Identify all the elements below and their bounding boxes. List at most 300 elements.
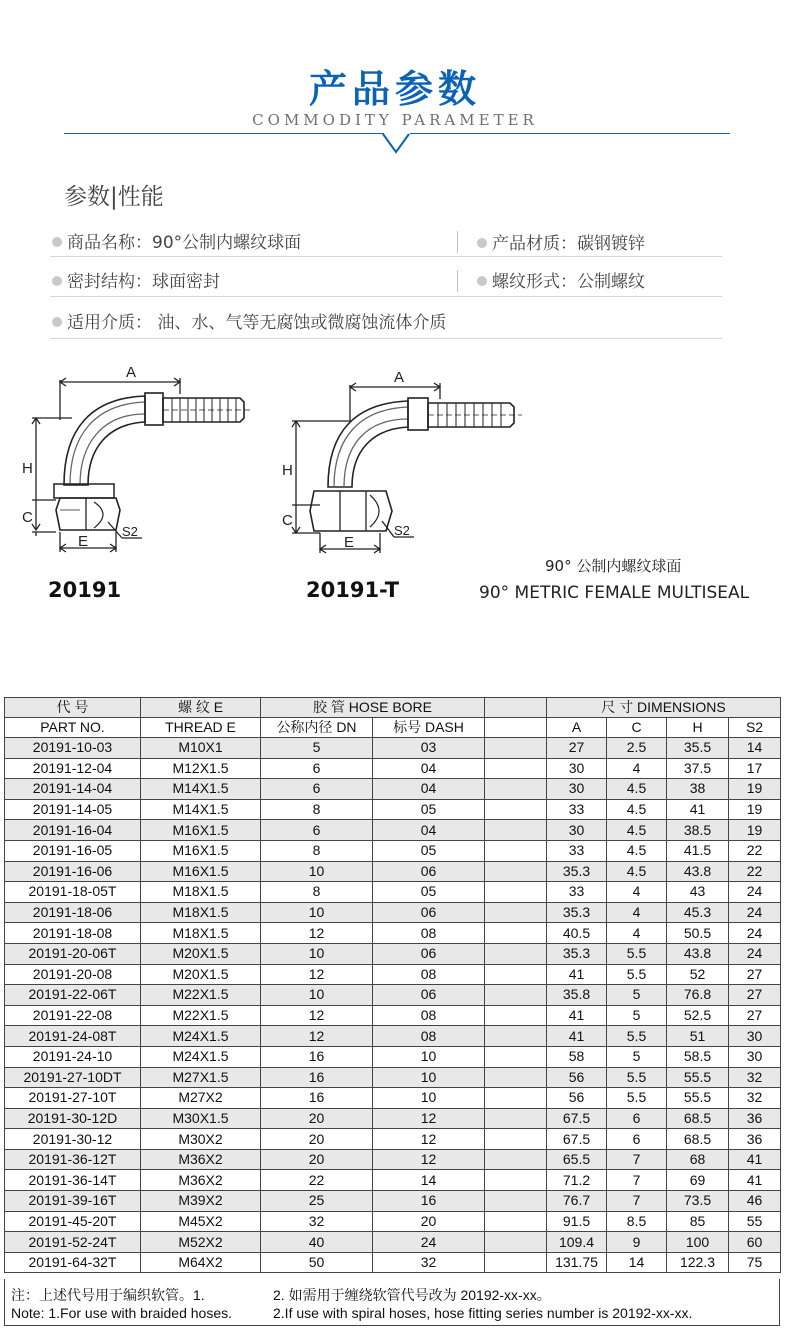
chevron-down-icon [380, 131, 412, 157]
page-subtitle: COMMODITY PARAMETER [252, 111, 538, 129]
fitting-drawing-20191 [20, 360, 260, 560]
cell-thread: M27X1.5 [141, 1067, 261, 1088]
blank-cell [485, 902, 547, 923]
dim-h-label: H [22, 460, 33, 477]
cell-thread: M20X1.5 [141, 964, 261, 985]
cell-dn: 32 [261, 1211, 373, 1232]
param-divider [457, 270, 458, 292]
cell-h: 45.3 [667, 902, 729, 923]
cell-h: 68.5 [667, 1129, 729, 1150]
cell-c: 2.5 [607, 738, 667, 759]
cell-s2: 55 [729, 1211, 781, 1232]
fitting-drawing-20191-t [280, 365, 530, 560]
cell-s2: 27 [729, 985, 781, 1006]
header-c: C [607, 718, 667, 738]
cell-s2: 27 [729, 1005, 781, 1026]
dim-e-label: E [344, 534, 355, 551]
cell-dash: 08 [373, 964, 485, 985]
table-row [5, 943, 781, 964]
cell-part-no: 20191-36-14T [5, 1170, 141, 1191]
cell-c: 4.5 [607, 779, 667, 800]
cell-c: 5.5 [607, 1088, 667, 1109]
page-title: 产品参数 [308, 67, 481, 111]
cell-dash: 10 [373, 1046, 485, 1067]
cell-s2: 75 [729, 1252, 781, 1273]
cell-h: 68.5 [667, 1108, 729, 1129]
cell-s2: 32 [729, 1088, 781, 1109]
cell-dn: 12 [261, 1026, 373, 1047]
table-row [5, 1108, 781, 1129]
table-row [5, 1191, 781, 1212]
cell-h: 51 [667, 1026, 729, 1047]
cell-part-no: 20191-20-08 [5, 964, 141, 985]
notes-box [4, 1279, 780, 1326]
table-row [5, 1252, 781, 1273]
cell-thread: M22X1.5 [141, 985, 261, 1006]
cell-c: 4.5 [607, 840, 667, 861]
cell-c: 4.5 [607, 820, 667, 841]
cell-s2: 19 [729, 779, 781, 800]
bullet-icon [477, 276, 487, 286]
cell-dn: 20 [261, 1129, 373, 1150]
cell-h: 43.8 [667, 943, 729, 964]
cell-s2: 22 [729, 861, 781, 882]
cell-dn: 10 [261, 902, 373, 923]
cell-h: 55.5 [667, 1067, 729, 1088]
header-divider-right [410, 133, 730, 134]
cell-h: 43 [667, 882, 729, 903]
cell-part-no: 20191-14-04 [5, 779, 141, 800]
table-row [5, 1067, 781, 1088]
cell-s2: 30 [729, 1046, 781, 1067]
blank-cell [485, 923, 547, 944]
cell-c: 5.5 [607, 964, 667, 985]
cell-dn: 12 [261, 1005, 373, 1026]
blank-cell [485, 1129, 547, 1150]
cell-part-no: 20191-36-12T [5, 1149, 141, 1170]
cell-a: 40.5 [547, 923, 607, 944]
bullet-icon [52, 317, 62, 327]
cell-c: 5.5 [607, 1026, 667, 1047]
blank-cell [485, 840, 547, 861]
cell-thread: M24X1.5 [141, 1026, 261, 1047]
blank-cell [485, 861, 547, 882]
part-label-20191: 20191 [48, 578, 122, 602]
cell-s2: 19 [729, 799, 781, 820]
cell-a: 58 [547, 1046, 607, 1067]
cell-dn: 12 [261, 923, 373, 944]
cell-s2: 19 [729, 820, 781, 841]
cell-part-no: 20191-16-06 [5, 861, 141, 882]
dim-a-label: A [126, 364, 137, 381]
cell-thread: M12X1.5 [141, 758, 261, 779]
cell-s2: 24 [729, 902, 781, 923]
blank-cell [485, 1170, 547, 1191]
cell-dash: 06 [373, 902, 485, 923]
table-row [5, 1088, 781, 1109]
cell-h: 69 [667, 1170, 729, 1191]
cell-a: 67.5 [547, 1129, 607, 1150]
dim-e-label: E [78, 533, 89, 550]
cell-part-no: 20191-45-20T [5, 1211, 141, 1232]
cell-part-no: 20191-16-04 [5, 820, 141, 841]
cell-c: 4 [607, 882, 667, 903]
bullet-icon [52, 237, 62, 247]
dim-c-label: C [22, 509, 33, 526]
cell-a: 30 [547, 820, 607, 841]
cell-c: 4.5 [607, 799, 667, 820]
cell-c: 7 [607, 1149, 667, 1170]
note-en-1: Note: 1.For use with braided hoses. [11, 1305, 233, 1321]
cell-h: 76.8 [667, 985, 729, 1006]
cell-dn: 50 [261, 1252, 373, 1273]
cell-dash: 24 [373, 1232, 485, 1253]
cell-s2: 17 [729, 758, 781, 779]
table-row [5, 1046, 781, 1067]
blank-cell [485, 1026, 547, 1047]
cell-a: 56 [547, 1067, 607, 1088]
cell-c: 4 [607, 758, 667, 779]
cell-thread: M14X1.5 [141, 779, 261, 800]
blank-cell [485, 1232, 547, 1253]
header-s2: S2 [729, 718, 781, 738]
cell-dn: 5 [261, 738, 373, 759]
cell-part-no: 20191-27-10T [5, 1088, 141, 1109]
cell-dash: 10 [373, 1067, 485, 1088]
cell-s2: 24 [729, 923, 781, 944]
cell-dn: 8 [261, 882, 373, 903]
cell-h: 73.5 [667, 1191, 729, 1212]
spec-table-body [5, 738, 781, 1273]
note-en-2: 2.If use with spiral hoses, hose fitting series number is 20192-xx-xx. [273, 1305, 693, 1321]
cell-s2: 46 [729, 1191, 781, 1212]
cell-thread: M24X1.5 [141, 1046, 261, 1067]
table-row [5, 902, 781, 923]
cell-a: 67.5 [547, 1108, 607, 1129]
cell-h: 100 [667, 1232, 729, 1253]
header-blank [485, 698, 547, 718]
cell-c: 8.5 [607, 1211, 667, 1232]
dim-s2-label: S2 [394, 523, 410, 538]
cell-c: 5.5 [607, 1067, 667, 1088]
cell-part-no: 20191-22-08 [5, 1005, 141, 1026]
table-row [5, 799, 781, 820]
table-row [5, 758, 781, 779]
cell-a: 30 [547, 779, 607, 800]
cell-thread: M18X1.5 [141, 882, 261, 903]
cell-dash: 08 [373, 1005, 485, 1026]
header-blank [485, 718, 547, 738]
cell-thread: M64X2 [141, 1252, 261, 1273]
cell-a: 33 [547, 882, 607, 903]
blank-cell [485, 799, 547, 820]
cell-s2: 24 [729, 943, 781, 964]
param-material: 产品材质：碳钢镀锌 [477, 229, 645, 254]
cell-dn: 6 [261, 758, 373, 779]
cell-h: 37.5 [667, 758, 729, 779]
cell-dash: 20 [373, 1211, 485, 1232]
blank-cell [485, 882, 547, 903]
cell-part-no: 20191-18-06 [5, 902, 141, 923]
blank-cell [485, 779, 547, 800]
cell-h: 43.8 [667, 861, 729, 882]
cell-a: 41 [547, 1005, 607, 1026]
cell-dash: 08 [373, 923, 485, 944]
cell-thread: M10X1 [141, 738, 261, 759]
param-row-divider [50, 338, 722, 339]
cell-dn: 16 [261, 1088, 373, 1109]
cell-thread: M16X1.5 [141, 840, 261, 861]
cell-dn: 16 [261, 1067, 373, 1088]
cell-dn: 10 [261, 861, 373, 882]
cell-thread: M18X1.5 [141, 923, 261, 944]
cell-a: 33 [547, 840, 607, 861]
dim-h-label: H [282, 462, 293, 479]
cell-dash: 12 [373, 1129, 485, 1150]
blank-cell [485, 1211, 547, 1232]
cell-a: 65.5 [547, 1149, 607, 1170]
cell-s2: 30 [729, 1026, 781, 1047]
dim-s2-label: S2 [122, 524, 138, 539]
cell-h: 68 [667, 1149, 729, 1170]
cell-dash: 05 [373, 882, 485, 903]
cell-thread: M27X2 [141, 1088, 261, 1109]
blank-cell [485, 820, 547, 841]
cell-thread: M52X2 [141, 1232, 261, 1253]
cell-c: 14 [607, 1252, 667, 1273]
table-row [5, 1170, 781, 1191]
cell-a: 35.3 [547, 943, 607, 964]
blank-cell [485, 758, 547, 779]
cell-thread: M18X1.5 [141, 902, 261, 923]
table-row [5, 1129, 781, 1150]
cell-part-no: 20191-24-10 [5, 1046, 141, 1067]
cell-h: 55.5 [667, 1088, 729, 1109]
cell-a: 56 [547, 1088, 607, 1109]
spec-table [4, 697, 781, 1273]
cell-a: 131.75 [547, 1252, 607, 1273]
cell-dash: 14 [373, 1170, 485, 1191]
cell-thread: M16X1.5 [141, 861, 261, 882]
cell-h: 52.5 [667, 1005, 729, 1026]
dim-a-label: A [394, 369, 405, 386]
cell-dash: 32 [373, 1252, 485, 1273]
blank-cell [485, 738, 547, 759]
cell-dn: 10 [261, 985, 373, 1006]
cell-thread: M16X1.5 [141, 820, 261, 841]
cell-dash: 04 [373, 758, 485, 779]
cell-dn: 40 [261, 1232, 373, 1253]
cell-part-no: 20191-24-08T [5, 1026, 141, 1047]
cell-h: 58.5 [667, 1046, 729, 1067]
cell-thread: M20X1.5 [141, 943, 261, 964]
note-cn-2: 2. 如需用于缠绕软管代号改为 20192-xx-xx。 [273, 1287, 551, 1303]
cell-a: 35.8 [547, 985, 607, 1006]
blank-cell [485, 943, 547, 964]
table-row [5, 1232, 781, 1253]
cell-dn: 20 [261, 1108, 373, 1129]
cell-c: 4 [607, 923, 667, 944]
table-row [5, 923, 781, 944]
cell-s2: 27 [729, 964, 781, 985]
cell-s2: 24 [729, 882, 781, 903]
blank-cell [485, 1088, 547, 1109]
header-dash: 标号 DASH [373, 718, 485, 738]
cell-dn: 10 [261, 943, 373, 964]
table-row [5, 985, 781, 1006]
cell-dn: 6 [261, 820, 373, 841]
cell-c: 4 [607, 902, 667, 923]
cell-dash: 04 [373, 779, 485, 800]
header-thread-cn: 螺 纹 E [141, 698, 261, 718]
cell-s2: 22 [729, 840, 781, 861]
cell-dash: 16 [373, 1191, 485, 1212]
cell-c: 7 [607, 1170, 667, 1191]
cell-a: 41 [547, 1026, 607, 1047]
table-row [5, 964, 781, 985]
cell-a: 33 [547, 799, 607, 820]
header-h: H [667, 718, 729, 738]
cell-s2: 36 [729, 1108, 781, 1129]
cell-a: 71.2 [547, 1170, 607, 1191]
blank-cell [485, 985, 547, 1006]
cell-part-no: 20191-30-12D [5, 1108, 141, 1129]
cell-dash: 05 [373, 799, 485, 820]
cell-c: 7 [607, 1191, 667, 1212]
blank-cell [485, 1252, 547, 1273]
cell-dn: 22 [261, 1170, 373, 1191]
cell-thread: M30X1.5 [141, 1108, 261, 1129]
header-code: 代 号 [5, 698, 141, 718]
param-seal: 密封结构：球面密封 [52, 267, 220, 292]
cell-part-no: 20191-18-05T [5, 882, 141, 903]
cell-c: 5.5 [607, 943, 667, 964]
cell-c: 9 [607, 1232, 667, 1253]
cell-part-no: 20191-30-12 [5, 1129, 141, 1150]
header-dn: 公称内径 DN [261, 718, 373, 738]
blank-cell [485, 964, 547, 985]
cell-c: 5 [607, 1046, 667, 1067]
table-row [5, 1005, 781, 1026]
cell-dn: 20 [261, 1149, 373, 1170]
cell-thread: M45X2 [141, 1211, 261, 1232]
cell-a: 35.3 [547, 902, 607, 923]
blank-cell [485, 1108, 547, 1129]
product-description-en: 90° METRIC FEMALE MULTISEAL [479, 583, 750, 603]
cell-thread: M30X2 [141, 1129, 261, 1150]
cell-dn: 16 [261, 1046, 373, 1067]
cell-dash: 05 [373, 840, 485, 861]
cell-thread: M39X2 [141, 1191, 261, 1212]
cell-dash: 08 [373, 1026, 485, 1047]
blank-cell [485, 1046, 547, 1067]
table-row [5, 1149, 781, 1170]
cell-part-no: 20191-39-16T [5, 1191, 141, 1212]
cell-thread: M14X1.5 [141, 799, 261, 820]
cell-a: 91.5 [547, 1211, 607, 1232]
params-heading: 参数|性能 [64, 184, 164, 210]
cell-dash: 06 [373, 943, 485, 964]
param-product-name: 商品名称：90°公制内螺纹球面 [52, 228, 301, 253]
cell-part-no: 20191-27-10DT [5, 1067, 141, 1088]
cell-dash: 06 [373, 861, 485, 882]
param-media: 适用介质： 油、水、气等无腐蚀或微腐蚀流体介质 [52, 308, 446, 333]
table-row [5, 882, 781, 903]
cell-a: 35.3 [547, 861, 607, 882]
cell-c: 6 [607, 1108, 667, 1129]
cell-h: 41.5 [667, 840, 729, 861]
blank-cell [485, 1067, 547, 1088]
blank-cell [485, 1191, 547, 1212]
cell-h: 52 [667, 964, 729, 985]
cell-part-no: 20191-22-06T [5, 985, 141, 1006]
cell-part-no: 20191-20-06T [5, 943, 141, 964]
cell-a: 30 [547, 758, 607, 779]
cell-s2: 60 [729, 1232, 781, 1253]
header-divider-left [64, 133, 384, 134]
cell-s2: 32 [729, 1067, 781, 1088]
cell-dash: 06 [373, 985, 485, 1006]
cell-s2: 36 [729, 1129, 781, 1150]
cell-h: 38.5 [667, 820, 729, 841]
header-thread-e: THREAD E [141, 718, 261, 738]
cell-h: 35.5 [667, 738, 729, 759]
cell-a: 76.7 [547, 1191, 607, 1212]
cell-part-no: 20191-64-32T [5, 1252, 141, 1273]
cell-h: 50.5 [667, 923, 729, 944]
cell-dash: 03 [373, 738, 485, 759]
table-header-row [5, 698, 781, 718]
note-cn-1: 注：上述代号用于编织软管。1. [11, 1287, 205, 1303]
cell-c: 5 [607, 985, 667, 1006]
param-divider [457, 231, 458, 253]
cell-part-no: 20191-52-24T [5, 1232, 141, 1253]
table-row [5, 779, 781, 800]
cell-part-no: 20191-12-04 [5, 758, 141, 779]
part-label-20191-t: 20191-T [306, 578, 400, 602]
cell-part-no: 20191-10-03 [5, 738, 141, 759]
blank-cell [485, 1149, 547, 1170]
cell-part-no: 20191-16-05 [5, 840, 141, 861]
cell-dn: 8 [261, 840, 373, 861]
cell-s2: 14 [729, 738, 781, 759]
cell-a: 41 [547, 964, 607, 985]
cell-s2: 41 [729, 1170, 781, 1191]
header-a: A [547, 718, 607, 738]
cell-thread: M36X2 [141, 1170, 261, 1191]
dim-c-label: C [282, 512, 293, 529]
table-row [5, 861, 781, 882]
cell-dn: 25 [261, 1191, 373, 1212]
cell-c: 4.5 [607, 861, 667, 882]
param-row-divider [50, 256, 722, 257]
cell-a: 27 [547, 738, 607, 759]
blank-cell [485, 1005, 547, 1026]
table-row [5, 1211, 781, 1232]
table-row [5, 738, 781, 759]
cell-dn: 12 [261, 964, 373, 985]
cell-h: 122.3 [667, 1252, 729, 1273]
cell-dash: 12 [373, 1108, 485, 1129]
cell-h: 41 [667, 799, 729, 820]
product-description-cn: 90° 公制内螺纹球面 [545, 557, 682, 575]
header-dimensions: 尺 寸 DIMENSIONS [547, 698, 781, 718]
header-hose-bore: 胶 管 HOSE BORE [261, 698, 485, 718]
cell-dash: 04 [373, 820, 485, 841]
cell-dash: 12 [373, 1149, 485, 1170]
cell-part-no: 20191-18-08 [5, 923, 141, 944]
table-row [5, 1026, 781, 1047]
